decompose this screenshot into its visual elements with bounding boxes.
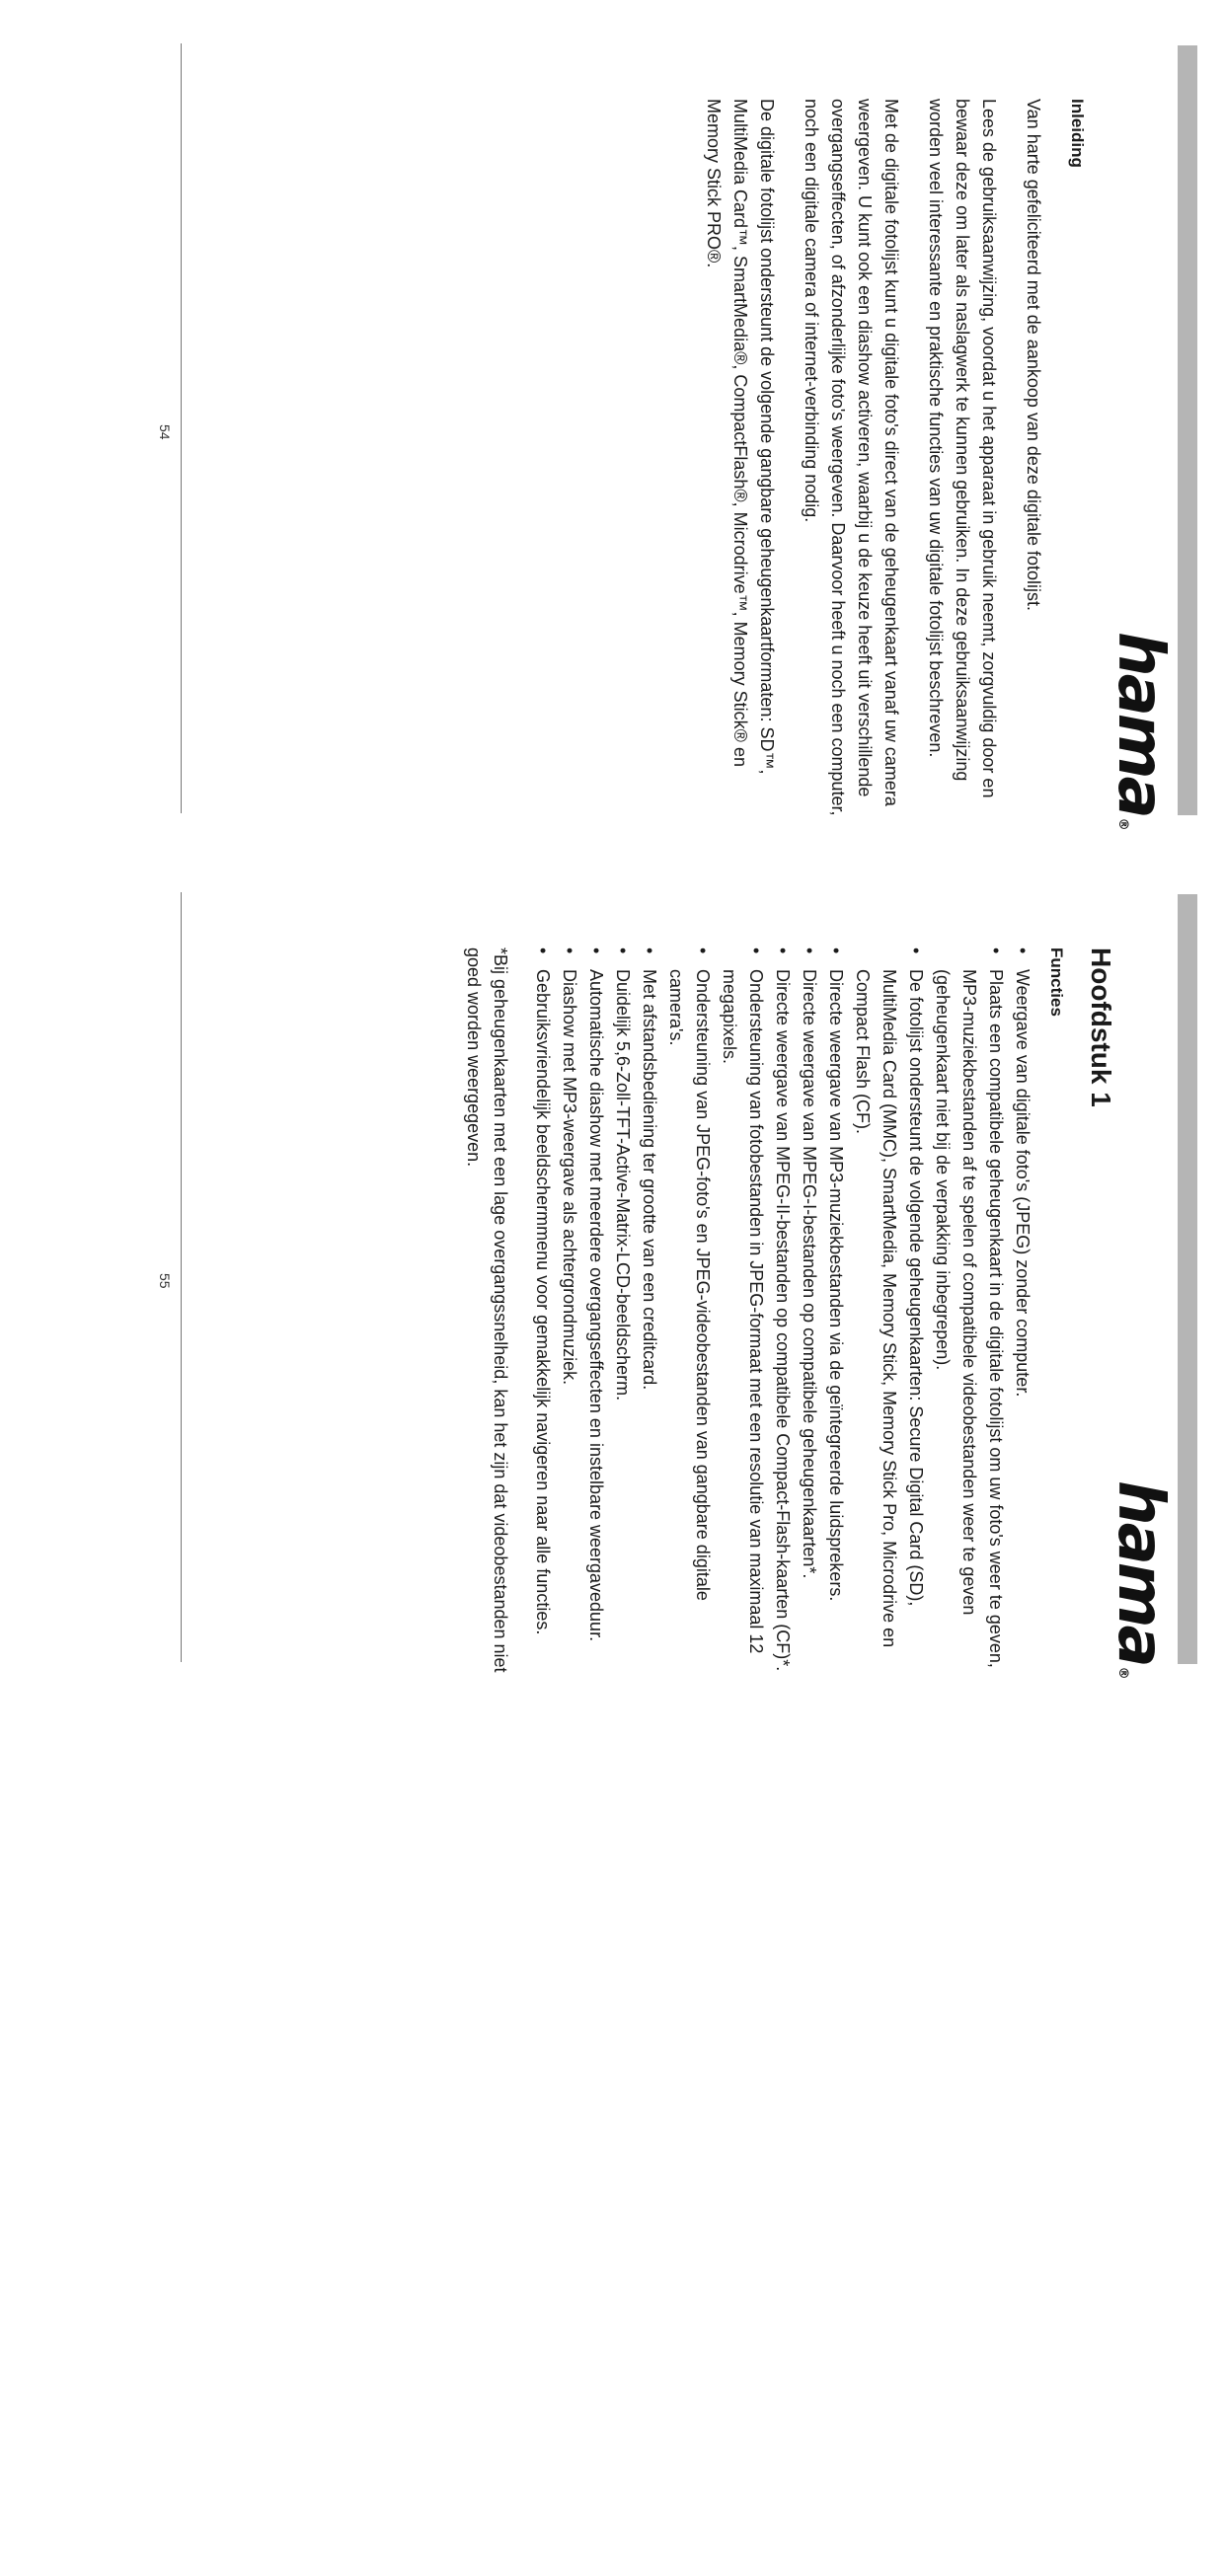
right-page-body [442, 947, 1114, 1678]
list-item: • Directe weergave van MP3-muziekbestanden via de geïntegreerde luidsprekers. [822, 947, 849, 1678]
left-page-body [682, 99, 1091, 829]
list-item: • Diashow met MP3-weergave als achtergrondmuziek. [556, 947, 582, 1678]
list-item: • Plaats een compatibele geheugenkaart in de digitale fotolijst om uw foto's weer te geven, MP3-muziekbestanden af te spelen of compatibele videobestanden weer te geven (geheugenkaart niet bij de verpakking inbegrepen). [929, 947, 1009, 1678]
header-band [1178, 45, 1197, 815]
footer-rule [181, 43, 182, 813]
list-item: • Automatische diashow met meerdere overgangseffecten en instelbare weergaveduur. [582, 947, 609, 1678]
page-55 [139, 878, 1225, 2576]
chapter-title: Hoofdstuk 1 [1086, 947, 1116, 1107]
header-band [1178, 894, 1197, 1664]
paragraph: De digitale fotolijst ondersteunt de volgende gangbare geheugenkaartformaten: SD™, MultiMedia Card™, SmartMedia®, CompactFlash®, Microdrive™, Memory Stick® en Memory Stick PRO®. [704, 99, 777, 775]
list-item: • Ondersteuning van fotobestanden in JPEG-formaat met een resolutie van maximaal 12 megapixels. [716, 947, 769, 1678]
paragraph: Met de digitale fotolijst kunt u digitale foto's direct van de geheugenkaart vanaf uw camera weergeven. U kunt ook een diashow activeren, waarbij u de keuze heeft uit verschillende overgangseffecten, of afzonderlijke foto's weergeven. Daarvoor heeft u noch een computer, noch een digitale camera of internet-verbinding nodig. [802, 99, 901, 816]
list-item: • Weergave van digitale foto's (JPEG) zonder computer. [1009, 947, 1035, 1678]
list-item: • Gebruiksvriendelijk beeldschermmenu voor gemakkelijk navigeren naar alle functies. [529, 947, 556, 1678]
section-heading: Inleiding [1068, 99, 1087, 168]
list-item: • Ondersteuning van JPEG-foto's en JPEG-videobestanden van gangbare digitale camera's. [662, 947, 716, 1678]
footnote: *Bij geheugenkaarten met een lage overgangssnelheid, kan het zijn dat videobestanden niet goed worden weergegeven. [464, 947, 510, 1673]
hama-logo: hama® [1104, 1480, 1177, 1680]
feature-list [529, 947, 1035, 1678]
section-heading: Functies [1047, 947, 1066, 1017]
paragraph: Lees de gebruiksaanwijzing, voordat u het apparaat in gebruik neemt, zorgvuldig door en bewaar deze om later als naslagwerk te kunnen gebruiken. In deze gebruiksaanwijzing worden veel interessante en praktische functies van uw digitale fotolijst beschreven. [926, 99, 999, 798]
footer-rule [181, 892, 182, 1662]
list-item: • Met afstandsbediening ter grootte van een creditcard. [636, 947, 662, 1678]
list-item: • Duidelijk 5,6-Zoll-TFT-Active-Matrix-LCD-beeldscherm. [609, 947, 636, 1678]
hama-logo: hama® [1104, 632, 1177, 831]
page-number: 55 [157, 1273, 173, 1289]
page-number: 54 [157, 424, 173, 440]
list-item: • Directe weergave van MPEG-I-bestanden op compatibele geheugenkaarten*. [796, 947, 822, 1678]
list-item: • Directe weergave van MPEG-II-bestanden op compatibele Compact-Flash-kaarten (CF)*. [769, 947, 796, 1678]
intro-text: Van harte gefeliciteerd met de aankoop van deze digitale fotolijst. [1024, 99, 1043, 611]
list-item: • De fotolijst ondersteunt de volgende geheugenkaarten: Secure Digital Card (SD), MultiMedia Card (MMC), SmartMedia, Memory Stick, Memory Stick Pro, Microdrive en Compact Flash (CF). [849, 947, 929, 1678]
